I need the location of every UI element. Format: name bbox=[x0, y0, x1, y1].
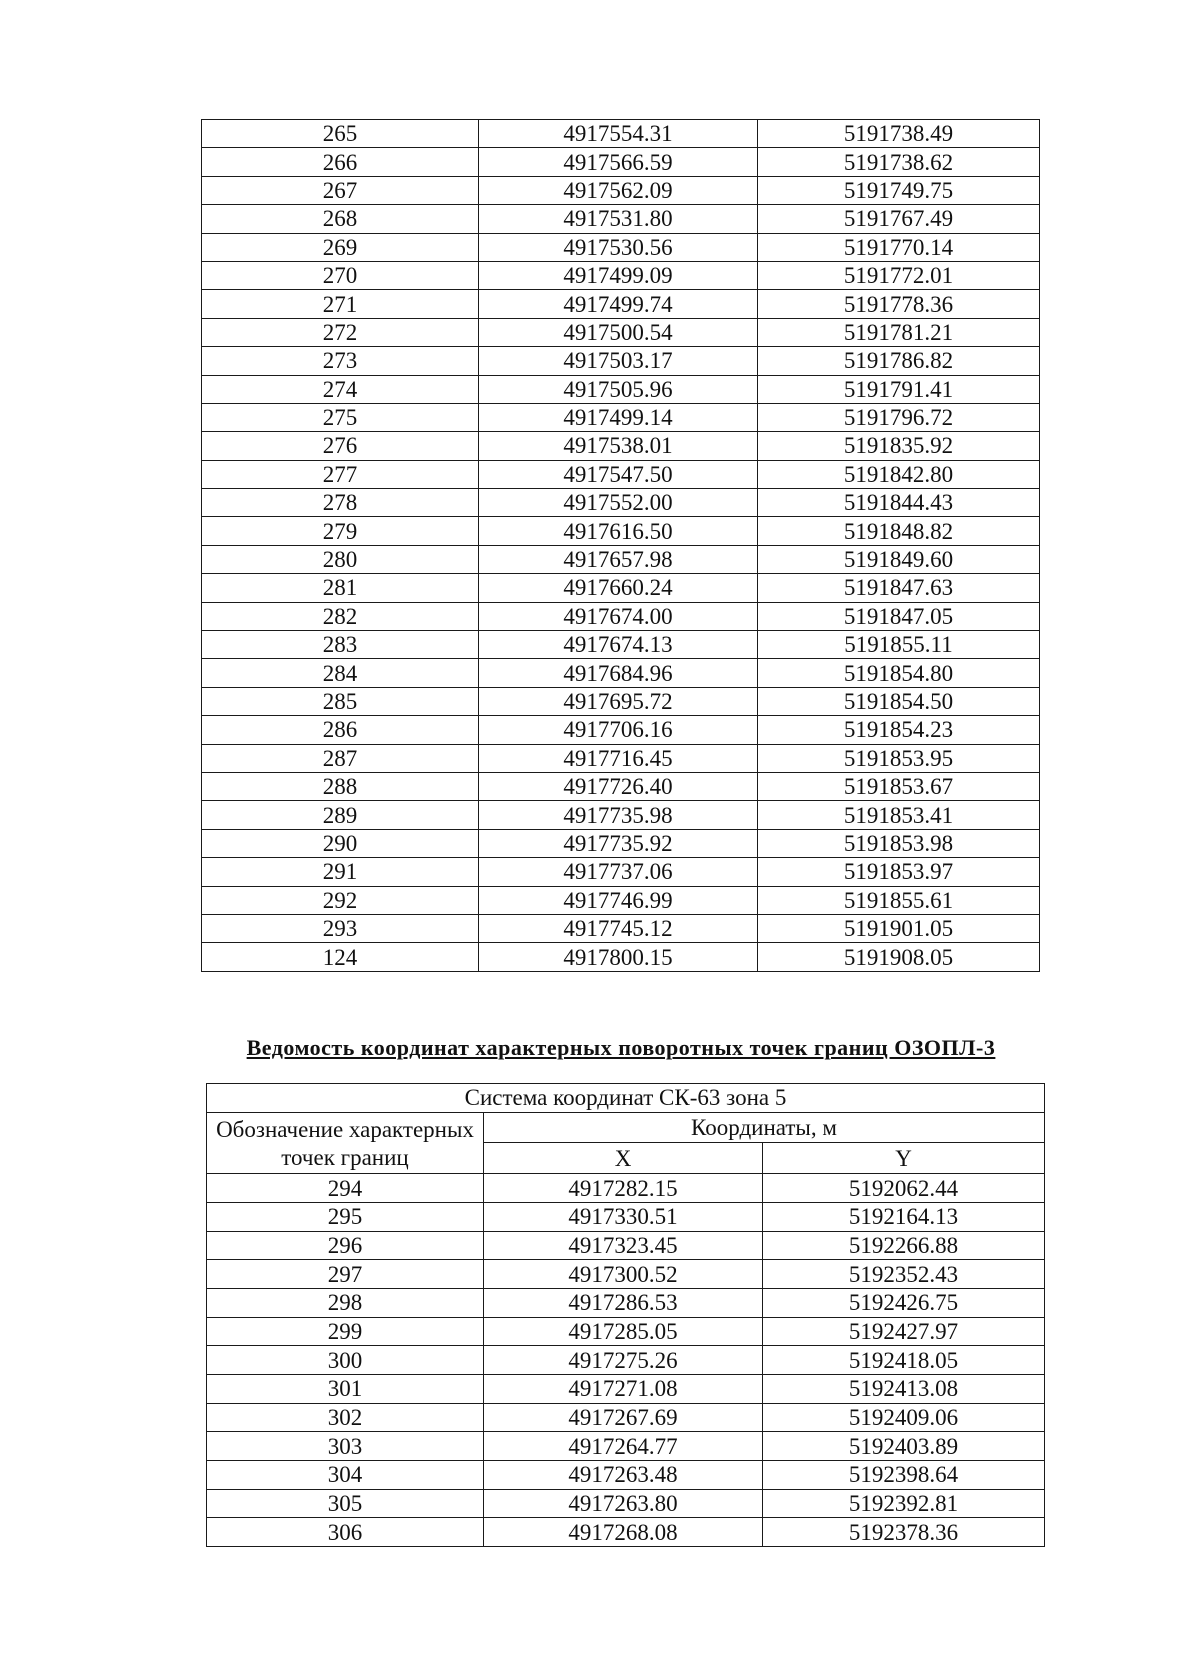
y-coordinate-cell: 5191738.49 bbox=[758, 120, 1040, 148]
table-row bbox=[207, 1403, 1045, 1432]
point-number-cell: 265 bbox=[202, 120, 479, 148]
y-coordinate-cell: 5191853.95 bbox=[758, 744, 1040, 772]
point-number-cell: 266 bbox=[202, 148, 479, 176]
x-coordinate-cell: 4917616.50 bbox=[479, 517, 758, 545]
y-coordinate-cell: 5192398.64 bbox=[763, 1461, 1045, 1490]
table-row bbox=[207, 1317, 1045, 1346]
x-coordinate-cell: 4917547.50 bbox=[479, 460, 758, 488]
x-coordinate-cell: 4917566.59 bbox=[479, 148, 758, 176]
point-number-cell: 286 bbox=[202, 716, 479, 744]
table-row bbox=[202, 233, 1040, 261]
x-coordinate-cell: 4917726.40 bbox=[479, 772, 758, 800]
table-row bbox=[202, 318, 1040, 346]
y-coordinate-cell: 5191908.05 bbox=[758, 943, 1040, 971]
x-coordinate-cell: 4917552.00 bbox=[479, 489, 758, 517]
x-coordinate-cell: 4917505.96 bbox=[479, 375, 758, 403]
y-coordinate-cell: 5191778.36 bbox=[758, 290, 1040, 318]
table-row bbox=[207, 1231, 1045, 1260]
x-coordinate-cell: 4917684.96 bbox=[479, 659, 758, 687]
point-number-cell: 303 bbox=[207, 1432, 484, 1461]
table-row bbox=[207, 1461, 1045, 1490]
table-row bbox=[202, 432, 1040, 460]
table-row bbox=[202, 687, 1040, 715]
point-number-cell: 269 bbox=[202, 233, 479, 261]
y-coordinate-cell: 5192413.08 bbox=[763, 1375, 1045, 1404]
table-row bbox=[202, 829, 1040, 857]
x-coordinate-cell: 4917264.77 bbox=[484, 1432, 763, 1461]
y-coordinate-cell: 5191847.05 bbox=[758, 602, 1040, 630]
table-row bbox=[202, 176, 1040, 204]
table-row bbox=[202, 545, 1040, 573]
coordinate-system-row bbox=[207, 1084, 1045, 1113]
table-row bbox=[202, 744, 1040, 772]
table-row bbox=[207, 1518, 1045, 1547]
point-number-cell: 296 bbox=[207, 1231, 484, 1260]
y-column-header: Y bbox=[763, 1143, 1045, 1174]
point-number-cell: 283 bbox=[202, 631, 479, 659]
table-row bbox=[207, 1260, 1045, 1289]
point-number-cell: 289 bbox=[202, 801, 479, 829]
y-coordinate-cell: 5192352.43 bbox=[763, 1260, 1045, 1289]
point-number-cell: 295 bbox=[207, 1202, 484, 1231]
point-number-cell: 275 bbox=[202, 403, 479, 431]
x-coordinate-cell: 4917674.13 bbox=[479, 631, 758, 659]
x-coordinate-cell: 4917657.98 bbox=[479, 545, 758, 573]
y-coordinate-cell: 5192378.36 bbox=[763, 1518, 1045, 1547]
table-row bbox=[202, 290, 1040, 318]
x-coordinate-cell: 4917706.16 bbox=[479, 716, 758, 744]
table-row bbox=[207, 1202, 1045, 1231]
coordinates-table-ozopl-3-body bbox=[207, 1084, 1045, 1547]
x-coordinate-cell: 4917746.99 bbox=[479, 886, 758, 914]
table-row bbox=[202, 801, 1040, 829]
table-row bbox=[202, 943, 1040, 971]
point-number-cell: 305 bbox=[207, 1489, 484, 1518]
point-number-cell: 291 bbox=[202, 858, 479, 886]
table-row bbox=[202, 403, 1040, 431]
point-number-cell: 271 bbox=[202, 290, 479, 318]
y-coordinate-cell: 5191848.82 bbox=[758, 517, 1040, 545]
table-row bbox=[207, 1432, 1045, 1461]
x-coordinate-cell: 4917300.52 bbox=[484, 1260, 763, 1289]
x-column-header: X bbox=[484, 1143, 763, 1174]
x-coordinate-cell: 4917503.17 bbox=[479, 347, 758, 375]
y-coordinate-cell: 5192418.05 bbox=[763, 1346, 1045, 1375]
x-coordinate-cell: 4917531.80 bbox=[479, 205, 758, 233]
y-coordinate-cell: 5191854.50 bbox=[758, 687, 1040, 715]
table-row bbox=[202, 716, 1040, 744]
table-row bbox=[207, 1375, 1045, 1404]
y-coordinate-cell: 5191842.80 bbox=[758, 460, 1040, 488]
table-row bbox=[202, 148, 1040, 176]
point-number-cell: 278 bbox=[202, 489, 479, 517]
x-coordinate-cell: 4917285.05 bbox=[484, 1317, 763, 1346]
x-coordinate-cell: 4917554.31 bbox=[479, 120, 758, 148]
y-coordinate-cell: 5191853.98 bbox=[758, 829, 1040, 857]
y-coordinate-cell: 5192427.97 bbox=[763, 1317, 1045, 1346]
table-row bbox=[202, 602, 1040, 630]
x-coordinate-cell: 4917282.15 bbox=[484, 1174, 763, 1203]
coordinates-header: Координаты, м bbox=[484, 1112, 1045, 1143]
point-number-cell: 273 bbox=[202, 347, 479, 375]
point-number-cell: 284 bbox=[202, 659, 479, 687]
table-row bbox=[202, 120, 1040, 148]
table-row bbox=[202, 914, 1040, 942]
point-number-cell: 300 bbox=[207, 1346, 484, 1375]
point-number-cell: 276 bbox=[202, 432, 479, 460]
point-number-cell: 301 bbox=[207, 1375, 484, 1404]
table-row bbox=[202, 261, 1040, 289]
y-coordinate-cell: 5191772.01 bbox=[758, 261, 1040, 289]
x-coordinate-cell: 4917737.06 bbox=[479, 858, 758, 886]
section-heading: Ведомость координат характерных поворотных точек границ ОЗОПЛ-3 bbox=[246, 1035, 996, 1060]
point-number-cell: 292 bbox=[202, 886, 479, 914]
table-row bbox=[207, 1346, 1045, 1375]
y-coordinate-cell: 5191854.80 bbox=[758, 659, 1040, 687]
x-coordinate-cell: 4917268.08 bbox=[484, 1518, 763, 1547]
y-coordinate-cell: 5191835.92 bbox=[758, 432, 1040, 460]
table-row bbox=[202, 631, 1040, 659]
point-number-cell: 302 bbox=[207, 1403, 484, 1432]
coordinates-table-continued-body bbox=[202, 120, 1040, 972]
x-coordinate-cell: 4917323.45 bbox=[484, 1231, 763, 1260]
point-number-cell: 280 bbox=[202, 545, 479, 573]
y-coordinate-cell: 5191849.60 bbox=[758, 545, 1040, 573]
y-coordinate-cell: 5191847.63 bbox=[758, 574, 1040, 602]
table-row bbox=[202, 858, 1040, 886]
x-coordinate-cell: 4917674.00 bbox=[479, 602, 758, 630]
x-coordinate-cell: 4917745.12 bbox=[479, 914, 758, 942]
y-coordinate-cell: 5192426.75 bbox=[763, 1288, 1045, 1317]
y-coordinate-cell: 5192164.13 bbox=[763, 1202, 1045, 1231]
x-coordinate-cell: 4917499.09 bbox=[479, 261, 758, 289]
x-coordinate-cell: 4917562.09 bbox=[479, 176, 758, 204]
point-number-cell: 281 bbox=[202, 574, 479, 602]
y-coordinate-cell: 5191844.43 bbox=[758, 489, 1040, 517]
y-coordinate-cell: 5191796.72 bbox=[758, 403, 1040, 431]
x-coordinate-cell: 4917263.80 bbox=[484, 1489, 763, 1518]
x-coordinate-cell: 4917275.26 bbox=[484, 1346, 763, 1375]
y-coordinate-cell: 5192392.81 bbox=[763, 1489, 1045, 1518]
point-number-cell: 306 bbox=[207, 1518, 484, 1547]
table-row bbox=[202, 772, 1040, 800]
point-number-cell: 270 bbox=[202, 261, 479, 289]
table-row bbox=[202, 659, 1040, 687]
coordinate-system-title: Система координат СК-63 зона 5 bbox=[207, 1084, 1045, 1113]
x-coordinate-cell: 4917735.92 bbox=[479, 829, 758, 857]
table-row bbox=[202, 460, 1040, 488]
x-coordinate-cell: 4917286.53 bbox=[484, 1288, 763, 1317]
point-number-cell: 297 bbox=[207, 1260, 484, 1289]
y-coordinate-cell: 5192403.89 bbox=[763, 1432, 1045, 1461]
x-coordinate-cell: 4917267.69 bbox=[484, 1403, 763, 1432]
x-coordinate-cell: 4917530.56 bbox=[479, 233, 758, 261]
x-coordinate-cell: 4917499.14 bbox=[479, 403, 758, 431]
x-coordinate-cell: 4917660.24 bbox=[479, 574, 758, 602]
x-coordinate-cell: 4917271.08 bbox=[484, 1375, 763, 1404]
y-coordinate-cell: 5191853.97 bbox=[758, 858, 1040, 886]
point-number-cell: 294 bbox=[207, 1174, 484, 1203]
table-row bbox=[202, 517, 1040, 545]
x-coordinate-cell: 4917695.72 bbox=[479, 687, 758, 715]
y-coordinate-cell: 5191853.67 bbox=[758, 772, 1040, 800]
y-coordinate-cell: 5191781.21 bbox=[758, 318, 1040, 346]
x-coordinate-cell: 4917735.98 bbox=[479, 801, 758, 829]
point-number-cell: 290 bbox=[202, 829, 479, 857]
y-coordinate-cell: 5191749.75 bbox=[758, 176, 1040, 204]
x-coordinate-cell: 4917330.51 bbox=[484, 1202, 763, 1231]
x-coordinate-cell: 4917716.45 bbox=[479, 744, 758, 772]
x-coordinate-cell: 4917538.01 bbox=[479, 432, 758, 460]
table-row bbox=[207, 1288, 1045, 1317]
point-number-cell: 285 bbox=[202, 687, 479, 715]
table-row bbox=[202, 205, 1040, 233]
x-coordinate-cell: 4917800.15 bbox=[479, 943, 758, 971]
y-coordinate-cell: 5192266.88 bbox=[763, 1231, 1045, 1260]
coordinates-table-continued bbox=[201, 119, 1040, 972]
x-coordinate-cell: 4917263.48 bbox=[484, 1461, 763, 1490]
y-coordinate-cell: 5192062.44 bbox=[763, 1174, 1045, 1203]
point-number-cell: 267 bbox=[202, 176, 479, 204]
y-coordinate-cell: 5191786.82 bbox=[758, 347, 1040, 375]
y-coordinate-cell: 5191855.11 bbox=[758, 631, 1040, 659]
x-coordinate-cell: 4917500.54 bbox=[479, 318, 758, 346]
y-coordinate-cell: 5191770.14 bbox=[758, 233, 1040, 261]
y-coordinate-cell: 5191855.61 bbox=[758, 886, 1040, 914]
y-coordinate-cell: 5191738.62 bbox=[758, 148, 1040, 176]
point-number-cell: 282 bbox=[202, 602, 479, 630]
y-coordinate-cell: 5191791.41 bbox=[758, 375, 1040, 403]
point-number-cell: 268 bbox=[202, 205, 479, 233]
x-coordinate-cell: 4917499.74 bbox=[479, 290, 758, 318]
point-designation-header: Обозначение характерных точек границ bbox=[207, 1112, 484, 1174]
point-number-cell: 299 bbox=[207, 1317, 484, 1346]
table-row bbox=[207, 1174, 1045, 1203]
y-coordinate-cell: 5191901.05 bbox=[758, 914, 1040, 942]
y-coordinate-cell: 5191853.41 bbox=[758, 801, 1040, 829]
table-row bbox=[202, 886, 1040, 914]
point-number-cell: 274 bbox=[202, 375, 479, 403]
point-number-cell: 293 bbox=[202, 914, 479, 942]
point-number-cell: 287 bbox=[202, 744, 479, 772]
point-number-cell: 277 bbox=[202, 460, 479, 488]
point-number-cell: 288 bbox=[202, 772, 479, 800]
point-number-cell: 279 bbox=[202, 517, 479, 545]
y-coordinate-cell: 5191767.49 bbox=[758, 205, 1040, 233]
point-number-cell: 124 bbox=[202, 943, 479, 971]
point-number-cell: 272 bbox=[202, 318, 479, 346]
table-row bbox=[202, 489, 1040, 517]
header-row bbox=[207, 1112, 1045, 1143]
point-number-cell: 298 bbox=[207, 1288, 484, 1317]
y-coordinate-cell: 5191854.23 bbox=[758, 716, 1040, 744]
table-row bbox=[202, 574, 1040, 602]
table-row bbox=[202, 347, 1040, 375]
point-number-cell: 304 bbox=[207, 1461, 484, 1490]
y-coordinate-cell: 5192409.06 bbox=[763, 1403, 1045, 1432]
table-row bbox=[202, 375, 1040, 403]
table-row bbox=[207, 1489, 1045, 1518]
coordinates-table-ozopl-3 bbox=[206, 1083, 1045, 1547]
